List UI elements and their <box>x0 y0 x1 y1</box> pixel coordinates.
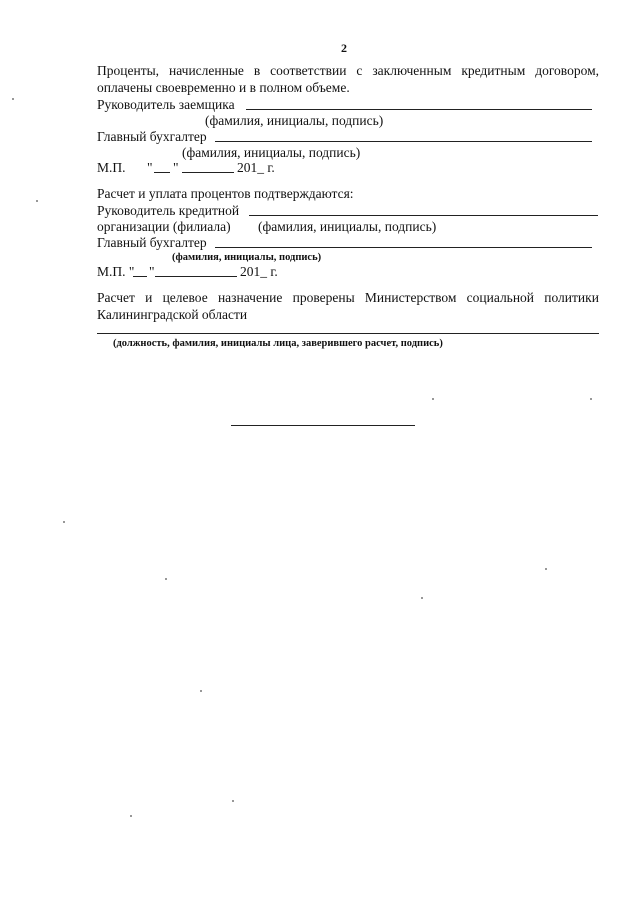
credit-org-accountant-label: Главный бухгалтер <box>97 235 207 250</box>
credit-org-head-label-line2: организации (филиала) <box>97 219 231 234</box>
scan-speck <box>421 597 423 599</box>
date-year-2: 201_ г. <box>240 264 278 279</box>
word: заключенным <box>372 63 452 78</box>
word: в <box>253 63 261 78</box>
scan-speck <box>232 800 234 802</box>
word: с <box>356 63 363 78</box>
date-quote-close-2: " <box>149 264 155 279</box>
word: проверены <box>292 290 355 305</box>
scan-speck <box>165 578 167 580</box>
stamp-place-label-2: М.П. " <box>97 264 135 279</box>
word: соответствии <box>270 63 347 78</box>
scan-speck <box>432 398 434 400</box>
word: Проценты, <box>97 63 160 78</box>
date-month-line <box>182 172 234 173</box>
scan-speck <box>36 200 38 202</box>
interest-paragraph-line1 <box>97 63 599 79</box>
date-quote-open: " <box>147 160 153 175</box>
word: начисленные <box>168 63 244 78</box>
date-day-line <box>154 172 170 173</box>
verification-paragraph-line1 <box>97 290 599 306</box>
credit-org-head-caption: (фамилия, инициалы, подпись) <box>258 219 437 234</box>
confirmation-heading: Расчет и уплата процентов подтверждаются: <box>97 186 354 201</box>
verification-paragraph-line2: Калининградской области <box>97 307 248 322</box>
credit-org-head-signature-line <box>249 215 598 216</box>
verifier-signature-line <box>97 333 599 334</box>
word: целевое <box>162 290 208 305</box>
borrower-accountant-caption: (фамилия, инициалы, подпись) <box>182 145 361 160</box>
word: политики <box>544 290 599 305</box>
scan-speck <box>63 521 65 523</box>
borrower-accountant-label: Главный бухгалтер <box>97 129 207 144</box>
page-number: 2 <box>341 41 347 55</box>
date-day-line-2 <box>133 276 147 277</box>
scan-speck <box>130 815 132 817</box>
credit-org-head-label-line1: Руководитель кредитной <box>97 203 240 218</box>
scan-speck <box>12 98 14 100</box>
borrower-head-caption: (фамилия, инициалы, подпись) <box>205 113 384 128</box>
word: Расчет <box>97 290 135 305</box>
scan-speck <box>590 398 592 400</box>
borrower-head-signature-line <box>246 109 592 110</box>
word: назначение <box>217 290 283 305</box>
word: и <box>145 290 153 305</box>
date-year: 201_ г. <box>237 160 275 175</box>
borrower-head-label: Руководитель заемщика <box>97 97 235 112</box>
borrower-accountant-signature-line <box>215 141 592 142</box>
stamp-place-label: М.П. <box>97 160 126 175</box>
interest-paragraph-line2: оплачены своевременно и в полном объеме. <box>97 80 350 95</box>
scan-speck <box>200 690 202 692</box>
word: социальной <box>466 290 535 305</box>
date-month-line-2 <box>155 276 237 277</box>
scan-speck <box>545 568 547 570</box>
credit-org-accountant-caption: (фамилия, инициалы, подпись) <box>172 252 322 263</box>
word: кредитным <box>461 63 526 78</box>
word: договором, <box>535 63 599 78</box>
word: Министерством <box>364 290 457 305</box>
closing-separator-line <box>231 425 415 426</box>
date-quote-close: " <box>173 160 179 175</box>
credit-org-accountant-signature-line <box>215 247 592 248</box>
verifier-caption: (должность, фамилия, инициалы лица, заверившего расчет, подпись) <box>113 338 443 349</box>
